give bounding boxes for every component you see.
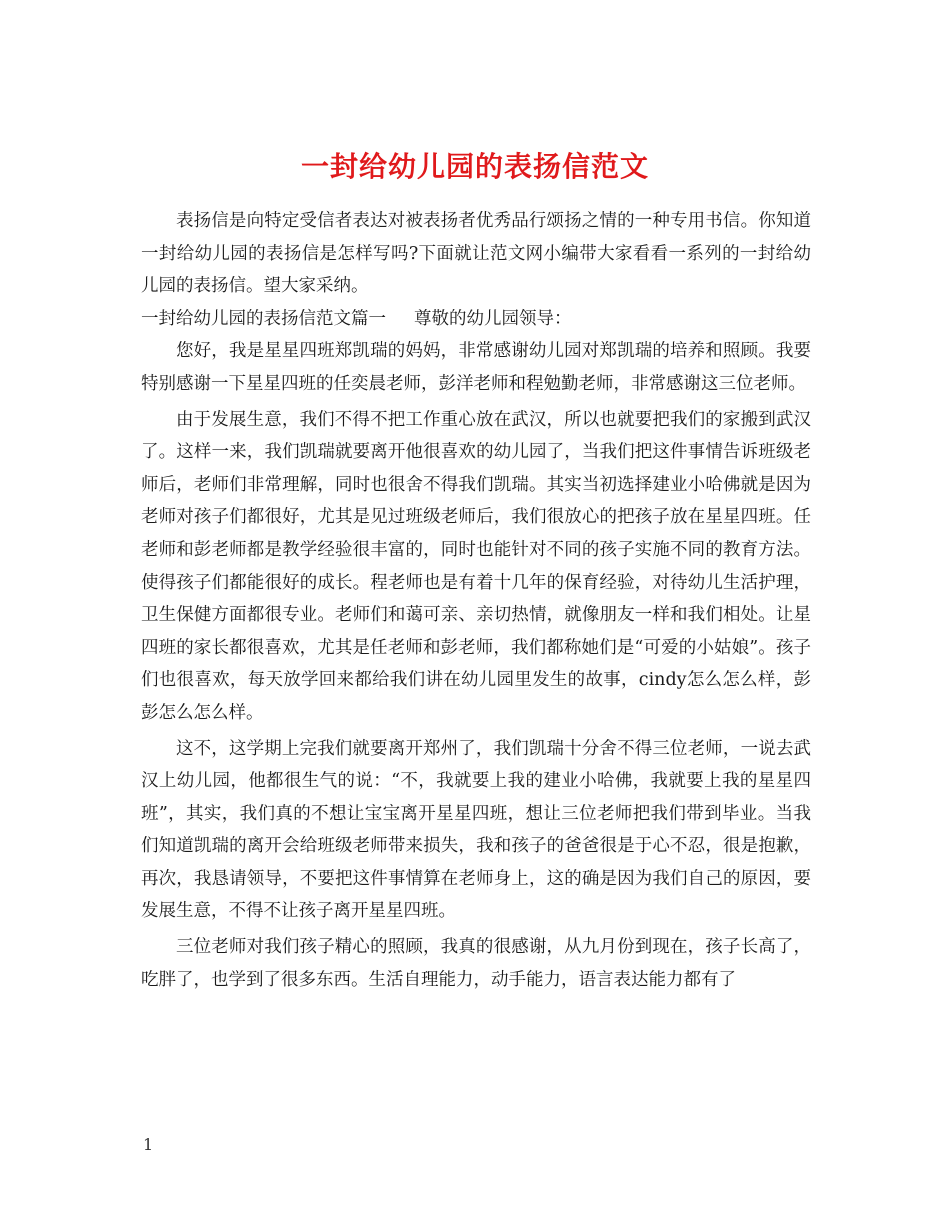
document-body — [141, 205, 811, 996]
section-heading: 一封给幼儿园的表扬信范文篇一 — [141, 308, 386, 329]
page-number: 1 — [143, 1135, 154, 1154]
body-paragraph-3: 这不，这学期上完我们就要离开郑州了，我们凯瑞十分舍不得三位老师，一说去武汉上幼儿园，他都很生气的说：“不，我就要上我的建业小哈佛，我就要上我的星星四班”，其实，我们真的不想让宝宝离开星星四班，想让三位老师把我们带到毕业。当我们知道凯瑞的离开会给班级老师带来损失，我和孩子的爸爸很是于心不忍，很是抱歉，再次，我恳请领导，不要把这件事情算在老师身上，这的确是因为我们自己的原因，要发展生意，不得不让孩子离开星星四班。 — [141, 738, 811, 922]
intro-paragraph: 表扬信是向特定受信者表达对被表扬者优秀品行颂扬之情的一种专用书信。你知道一封给幼儿园的表扬信是怎样写吗?下面就让范文网小编带大家看看一系列的一封给幼儿园的表扬信。望大家采纳。 — [141, 211, 811, 297]
body-paragraph-2: 由于发展生意，我们不得不把工作重心放在武汉，所以也就要把我们的家搬到武汉了。这样一来，我们凯瑞就要离开他很喜欢的幼儿园了，当我们把这件事情告诉班级老师后，老师们非常理解，同时也很舍不得我们凯瑞。其实当初选择建业小哈佛就是因为老师对孩子们都很好，尤其是见过班级老师后，我们很放心的把孩子放在星星四班。任老师和彭老师都是教学经验很丰富的，同时也能针对不同的孩子实施不同的教育方法。使得孩子们都能很好的成长。程老师也是有着十几年的保育经验，对待幼儿生活护理，卫生保健方面都很专业。老师们和蔼可亲、亲切热情，就像朋友一样和我们相处。让星四班的家长都很喜欢，尤其是任老师和彭老师，我们都称她们是“可爱的小姑娘”。孩子们也很喜欢，每天放学回来都给我们讲在幼儿园里发生的故事，cindy怎么怎么样，彭彭怎么怎么样。 — [141, 409, 811, 723]
document-title: 一封给幼儿园的表扬信范文 — [300, 149, 649, 183]
body-paragraph-4: 三位老师对我们孩子精心的照顾，我真的很感谢，从九月份到现在，孩子长高了，吃胖了，也学到了很多东西。生活自理能力，动手能力，语言表达能力都有了 — [141, 937, 811, 990]
salutation: 尊敬的幼儿园领导： — [414, 308, 572, 329]
body-paragraph-1: 您好，我是星星四班郑凯瑞的妈妈，非常感谢幼儿园对郑凯瑞的培养和照顾。我要特别感谢一下星星四班的任奕晨老师，彭洋老师和程勉勤老师，非常感谢这三位老师。 — [141, 341, 811, 394]
section-heading-line — [141, 303, 811, 336]
